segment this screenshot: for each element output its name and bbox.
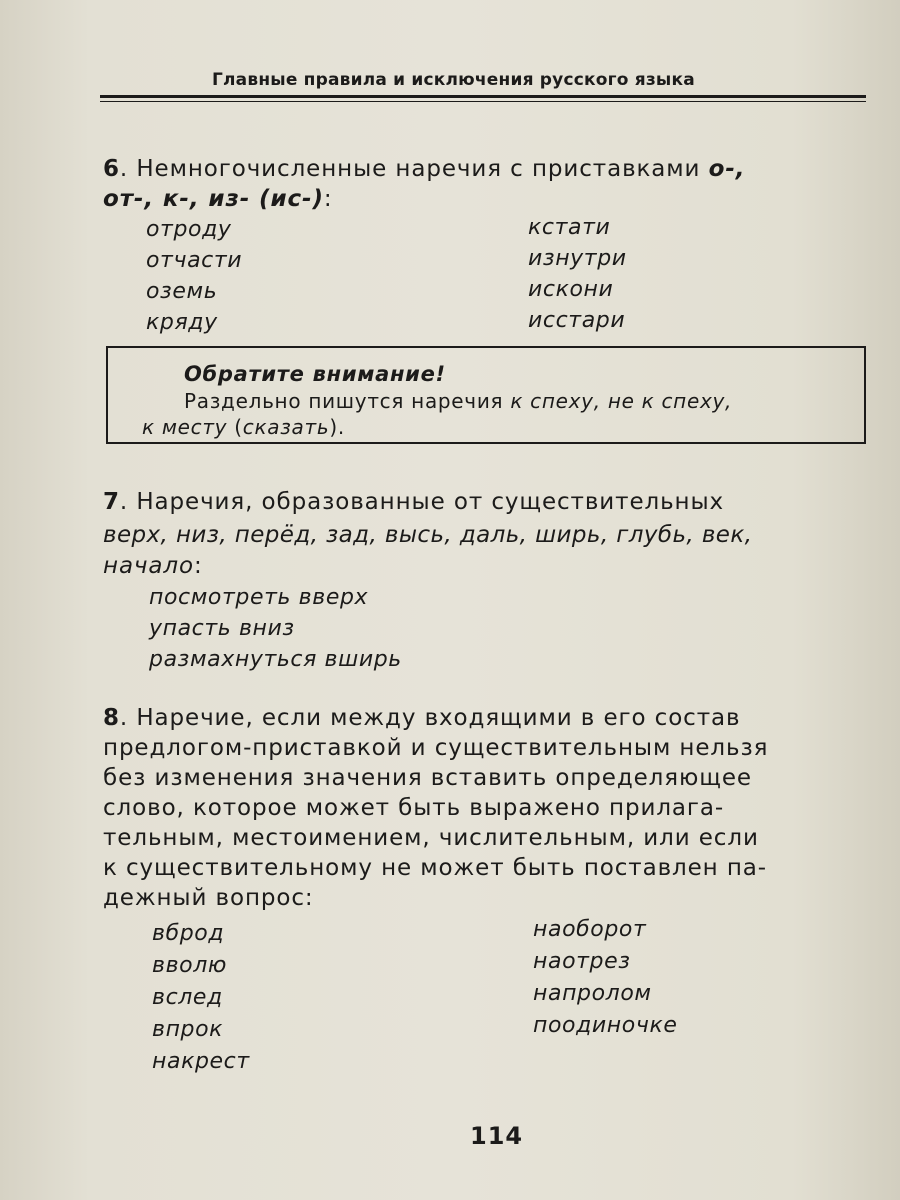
section-7-nouns-line-2	[103, 551, 873, 581]
running-header: Главные правила и исключения русского языка	[212, 70, 695, 90]
section-7-nouns-last: начало	[103, 553, 194, 579]
word-item: оземь	[146, 279, 218, 304]
section-8-right-column	[533, 914, 677, 1042]
note-text-a: Раздельно пишутся наречия	[184, 389, 511, 413]
section-7-number: 7	[103, 489, 120, 515]
section-6-prefix-1: о-,	[708, 156, 746, 182]
section-6-number: 6	[103, 156, 120, 182]
word-item: искони	[528, 277, 614, 302]
word-item: изнутри	[528, 246, 627, 271]
section-8-line: предлогом-приставкой и существительным нельзя	[103, 735, 769, 761]
note-text-e: сказать	[242, 415, 330, 439]
section-6-heading	[103, 154, 873, 184]
word-item: кстати	[528, 215, 611, 240]
word-item: наоборот	[533, 917, 647, 942]
section-6-text: . Немногочисленные наречия с приставками	[119, 156, 709, 182]
section-6-heading-line2	[103, 184, 873, 214]
section-8-paragraph	[103, 703, 873, 913]
word-item: отчасти	[146, 248, 243, 273]
word-item: поодиночке	[533, 1013, 678, 1038]
note-text-b: к спеху, не к спеху,	[510, 389, 733, 413]
example-item: размахнуться вширь	[149, 647, 402, 672]
example-item: упасть вниз	[149, 616, 295, 641]
section-8-line: к существительному не может быть поставлен па-	[103, 855, 767, 881]
section-8-line: слово, которое может быть выражено прилага-	[103, 795, 725, 821]
word-item: исстари	[528, 308, 626, 333]
header-rule-thin	[100, 101, 866, 102]
section-6-left-column	[146, 214, 242, 338]
section-8-number: 8	[103, 705, 120, 731]
section-6-prefix-2: от-, к-, из- (ис-)	[103, 186, 324, 212]
word-item: вволю	[152, 953, 227, 978]
word-item: напролом	[533, 981, 652, 1006]
section-8-line: без изменения значения вставить определяющее	[103, 765, 752, 791]
note-line-1	[184, 388, 732, 414]
note-line-2	[142, 414, 345, 440]
section-6-colon: :	[323, 186, 333, 212]
word-item: вслед	[152, 985, 223, 1010]
word-item: вброд	[152, 921, 225, 946]
section-7-colon: :	[194, 553, 203, 579]
word-item: впрок	[152, 1017, 224, 1042]
word-item: накрест	[152, 1049, 250, 1074]
section-7-examples	[149, 582, 402, 675]
section-7-nouns-line-1: верх, низ, перёд, зад, высь, даль, ширь, глубь, век,	[103, 522, 753, 548]
note-box	[106, 346, 866, 444]
note-text-c: к месту	[142, 415, 228, 439]
section-7-text: . Наречия, образованные от существительных	[119, 489, 725, 515]
section-8-line: 8. Наречие, если между входящими в его состав	[103, 705, 741, 731]
header-rule-thick	[100, 95, 866, 98]
section-8-line: дежный вопрос:	[103, 885, 314, 911]
word-item: кряду	[146, 310, 218, 335]
page-number: 114	[470, 1122, 524, 1150]
section-8-left-column	[152, 918, 250, 1078]
section-8-line: тельным, местоимением, числительным, или если	[103, 825, 759, 851]
section-7-heading	[103, 487, 873, 517]
note-title: Обратите внимание!	[184, 362, 446, 386]
example-item: посмотреть вверх	[149, 585, 369, 610]
note-text-d: (	[227, 415, 243, 439]
note-text-f: ).	[329, 415, 345, 439]
word-item: отроду	[146, 217, 232, 242]
section-6-right-column	[528, 212, 627, 336]
word-item: наотрез	[533, 949, 631, 974]
